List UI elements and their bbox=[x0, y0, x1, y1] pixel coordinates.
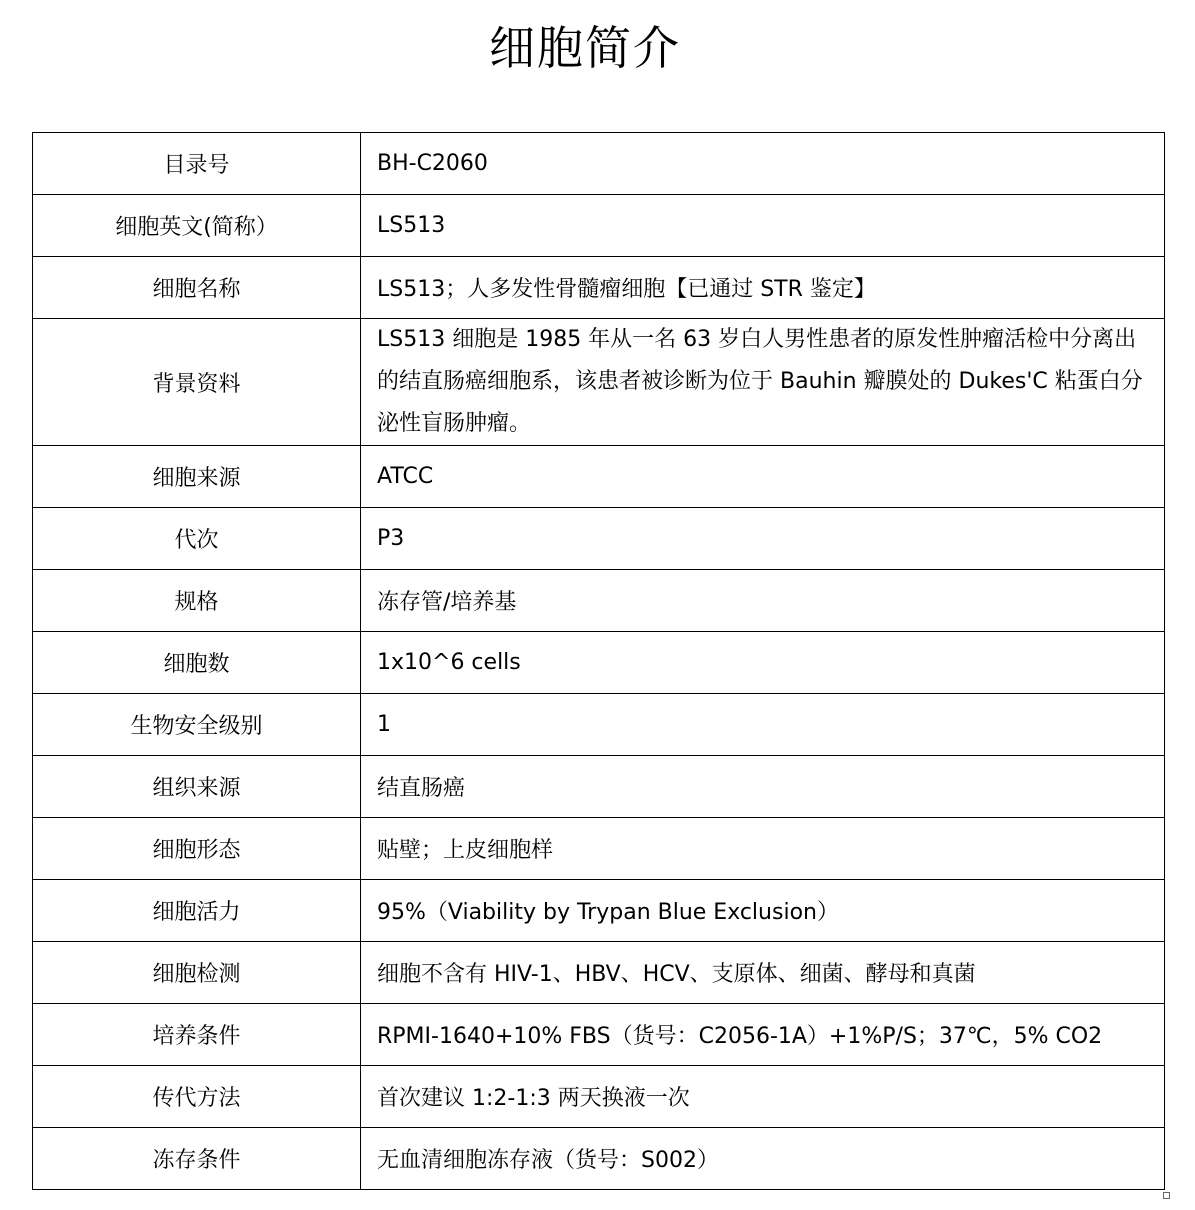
row-value: 冻存管/培养基 bbox=[361, 570, 1165, 632]
table-row-background bbox=[33, 319, 1165, 446]
row-value: 无血清细胞冻存液（货号：S002） bbox=[361, 1128, 1165, 1190]
row-label: 细胞检测 bbox=[33, 942, 361, 1004]
row-value: LS513 bbox=[361, 195, 1165, 257]
row-label: 细胞形态 bbox=[33, 818, 361, 880]
table-row-cryopreservation bbox=[33, 1128, 1165, 1190]
row-value: LS513；人多发性骨髓瘤细胞【已通过 STR 鉴定】 bbox=[361, 257, 1165, 319]
row-value: 95%（Viability by Trypan Blue Exclusion） bbox=[361, 880, 1165, 942]
table-row-biosafety-level bbox=[33, 694, 1165, 756]
row-value: 细胞不含有 HIV-1、HBV、HCV、支原体、细菌、酵母和真菌 bbox=[361, 942, 1165, 1004]
row-label: 传代方法 bbox=[33, 1066, 361, 1128]
table-row-cell-count bbox=[33, 632, 1165, 694]
row-label: 细胞活力 bbox=[33, 880, 361, 942]
row-value: 结直肠癌 bbox=[361, 756, 1165, 818]
page-title: 细胞简介 bbox=[489, 21, 681, 75]
table-row-subculture-method bbox=[33, 1066, 1165, 1128]
row-value: 贴壁；上皮细胞样 bbox=[361, 818, 1165, 880]
row-label: 规格 bbox=[33, 570, 361, 632]
table-row-source bbox=[33, 446, 1165, 508]
row-label: 细胞数 bbox=[33, 632, 361, 694]
table-row-culture-conditions bbox=[33, 1004, 1165, 1066]
row-value: LS513 细胞是 1985 年从一名 63 岁白人男性患者的原发性肿瘤活检中分离出的结直肠癌细胞系，该患者被诊断为位于 Bauhin 瓣膜处的 Dukes'C 粘蛋白分泌性盲肠肿瘤。 bbox=[361, 319, 1165, 446]
row-label: 细胞英文(简称） bbox=[33, 195, 361, 257]
row-label: 冻存条件 bbox=[33, 1128, 361, 1190]
row-label: 细胞来源 bbox=[33, 446, 361, 508]
table-row-cell-name bbox=[33, 257, 1165, 319]
row-value: 1 bbox=[361, 694, 1165, 756]
row-label: 代次 bbox=[33, 508, 361, 570]
row-value: ATCC bbox=[361, 446, 1165, 508]
row-label: 生物安全级别 bbox=[33, 694, 361, 756]
row-label: 组织来源 bbox=[33, 756, 361, 818]
row-label: 目录号 bbox=[33, 133, 361, 195]
cell-info-table bbox=[32, 132, 1165, 1190]
row-label: 培养条件 bbox=[33, 1004, 361, 1066]
row-value: 首次建议 1:2-1:3 两天换液一次 bbox=[361, 1066, 1165, 1128]
table-resize-handle bbox=[1163, 1192, 1170, 1199]
row-label: 细胞名称 bbox=[33, 257, 361, 319]
row-value: BH-C2060 bbox=[361, 133, 1165, 195]
table-row-viability bbox=[33, 880, 1165, 942]
table-row-specification bbox=[33, 570, 1165, 632]
table-row-testing bbox=[33, 942, 1165, 1004]
row-value: RPMI-1640+10% FBS（货号：C2056-1A）+1%P/S；37℃，5% CO2 bbox=[361, 1004, 1165, 1066]
table-row-english-name bbox=[33, 195, 1165, 257]
table-row-passage bbox=[33, 508, 1165, 570]
row-value: P3 bbox=[361, 508, 1165, 570]
row-label: 背景资料 bbox=[33, 319, 361, 446]
table-row-tissue-source bbox=[33, 756, 1165, 818]
table-row-catalog-number bbox=[33, 133, 1165, 195]
row-value: 1x10^6 cells bbox=[361, 632, 1165, 694]
table-row-morphology bbox=[33, 818, 1165, 880]
